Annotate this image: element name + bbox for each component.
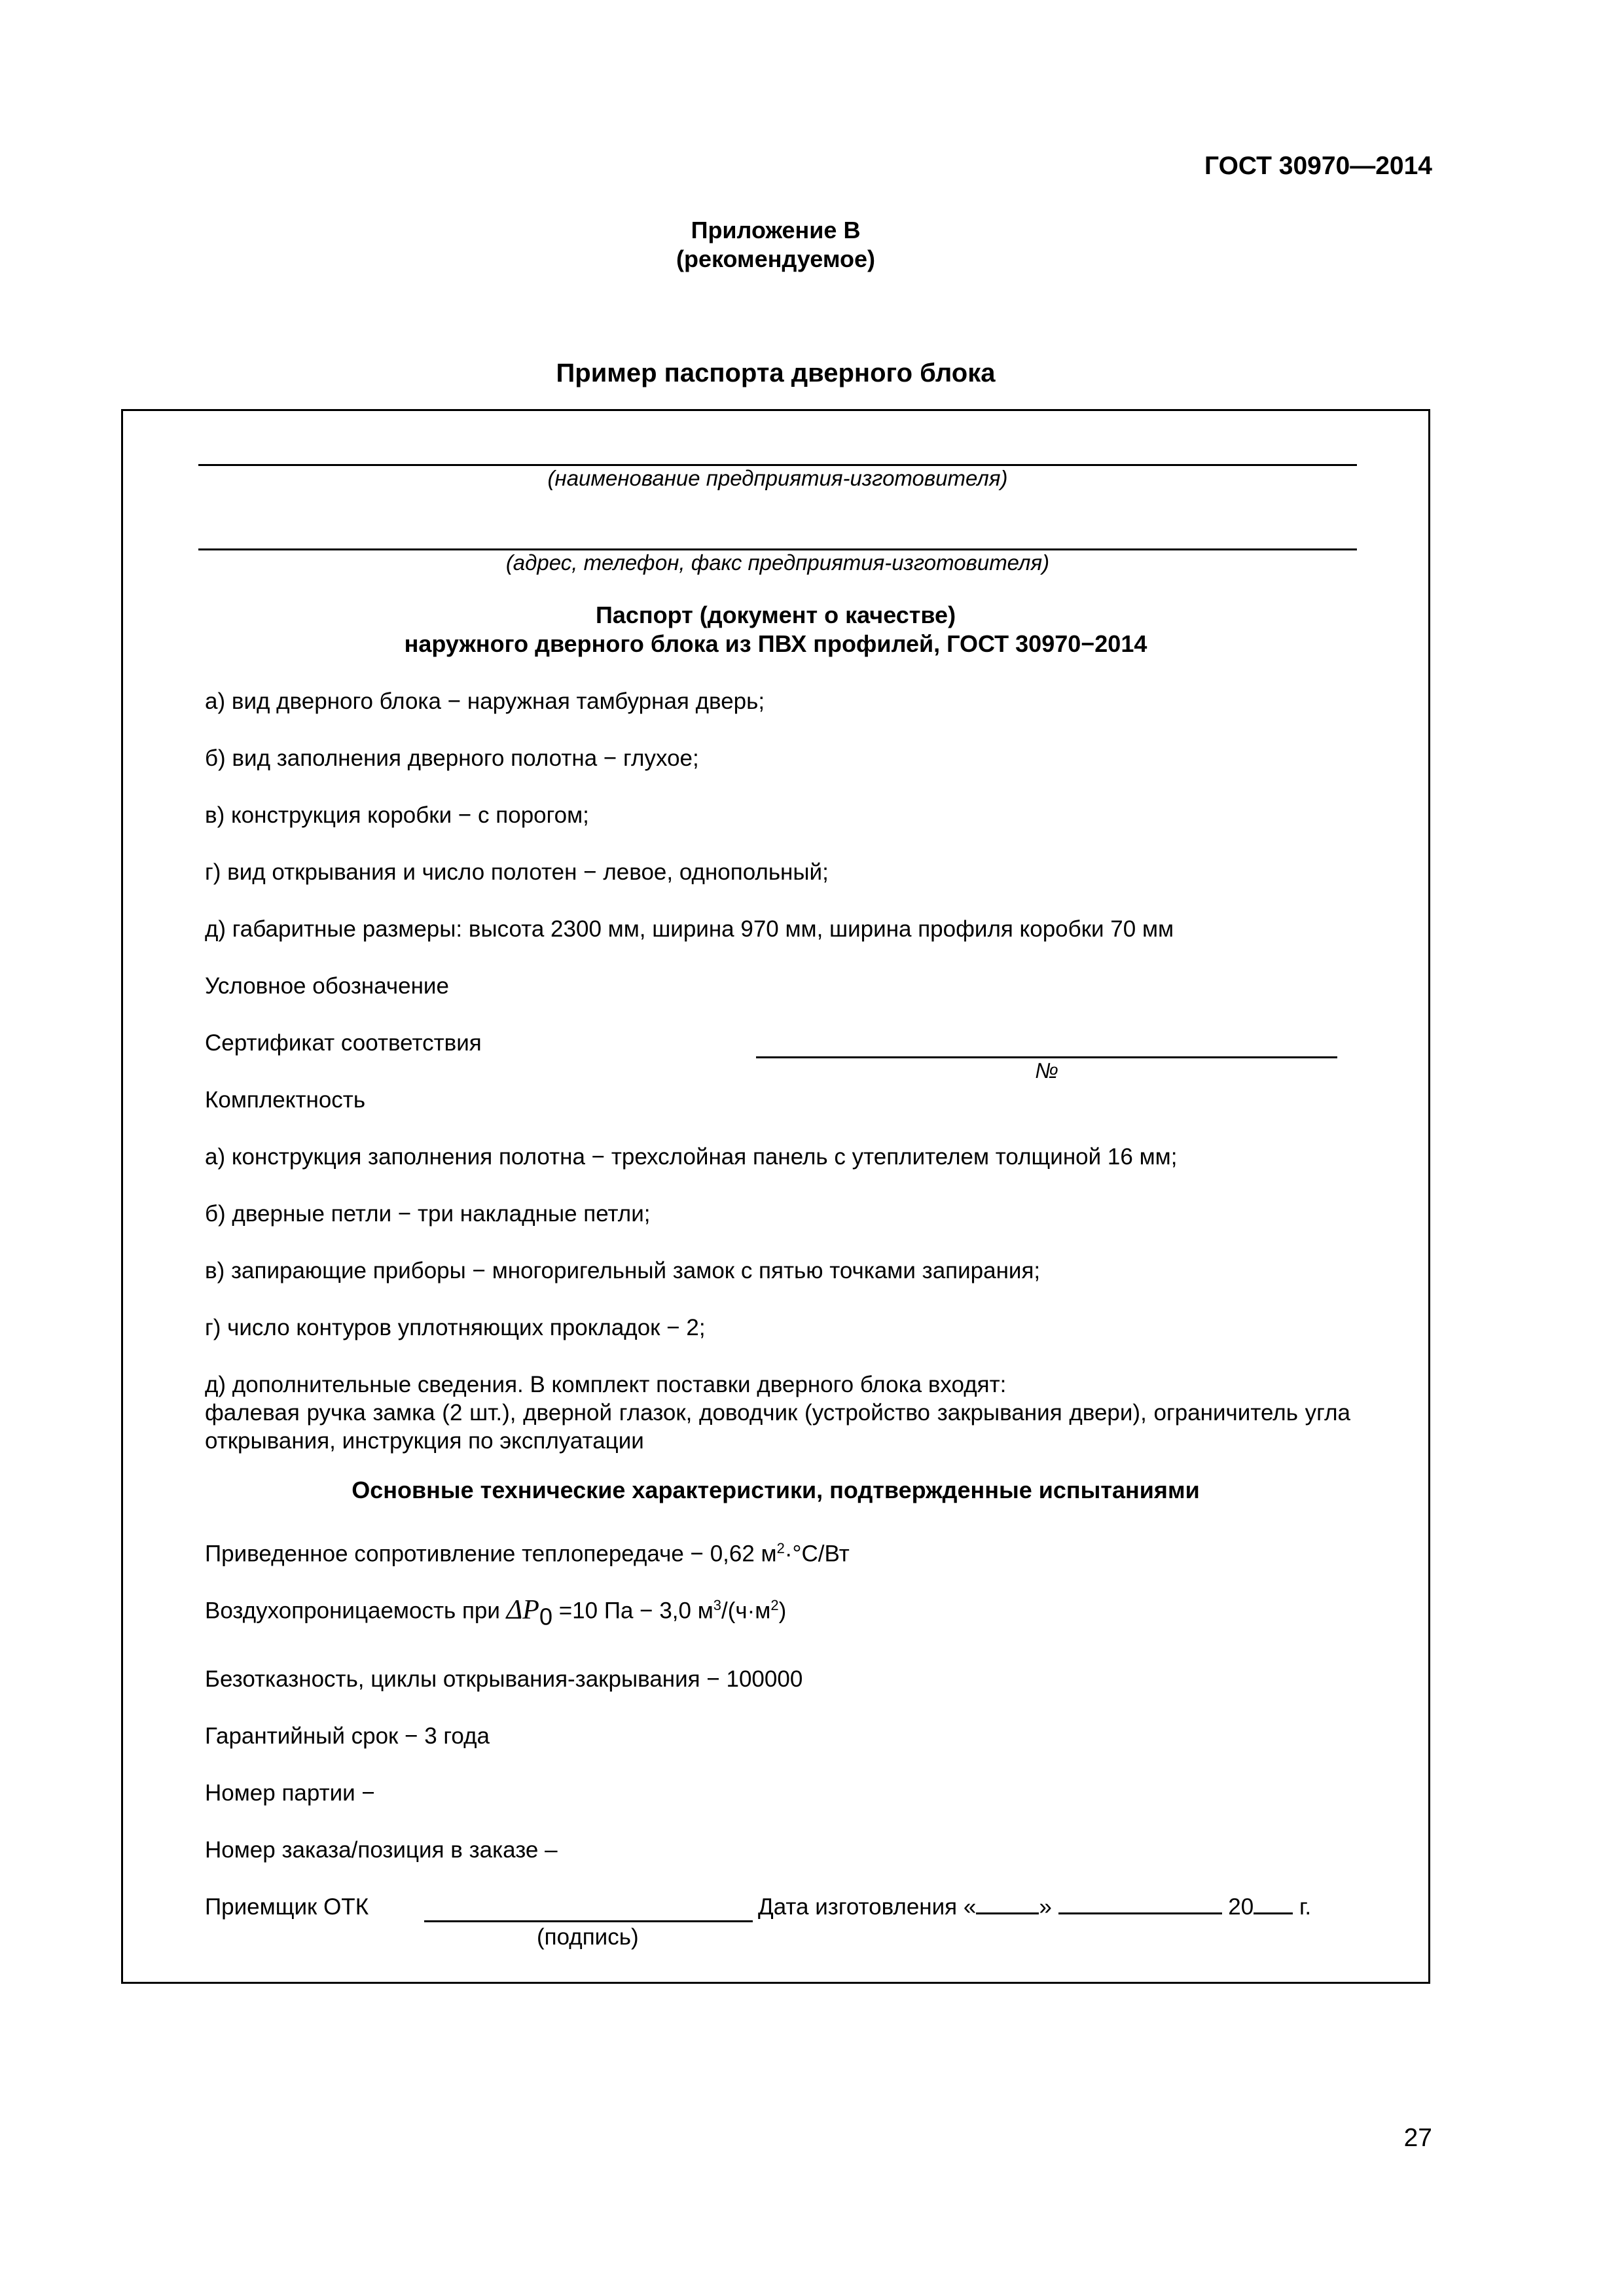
warranty: Гарантийный срок − 3 года — [205, 1723, 490, 1749]
air-permeability — [205, 1591, 786, 1631]
reliability: Безотказность, циклы открывания-закрывания − 100000 — [205, 1666, 803, 1692]
date-month-blank — [1058, 1912, 1222, 1914]
air-sup1: 3 — [713, 1597, 722, 1613]
certificate-label: Сертификат соответствия — [205, 1030, 482, 1056]
designation-label: Условное обозначение — [205, 973, 449, 999]
heat-resistance — [205, 1534, 850, 1569]
passport-title-line1: Паспорт (документ о качестве) — [595, 601, 956, 628]
delta-p-symbol: $\Delta P_0$ — [506, 1594, 552, 1630]
appendix-line2: (рекомендуемое) — [676, 245, 875, 272]
completeness-label: Комплектность — [205, 1087, 366, 1113]
item-dimensions: д) габаритные размеры: высота 2300 мм, ширина 970 мм, ширина профиля коробки 70 мм — [205, 916, 1174, 942]
signature-line — [424, 1920, 753, 1922]
air-sup2: 2 — [770, 1597, 779, 1613]
heat-sup: 2 — [776, 1540, 785, 1556]
date-close-quote: » — [1039, 1894, 1052, 1920]
item-fill-type: б) вид заполнения дверного полотна − глухое; — [205, 745, 699, 771]
passport-title-line2: наружного дверного блока из ПВХ профилей, ГОСТ 30970−2014 — [404, 630, 1147, 657]
order-number: Номер заказа/позиция в заказе – — [205, 1837, 558, 1863]
appendix-line1: Приложение В — [691, 217, 861, 243]
air-text: Воздухопроницаемость при — [205, 1598, 500, 1624]
section-title: Основные технические характеристики, подтвержденные испытаниями — [352, 1477, 1200, 1503]
complete-hinges: б) дверные петли − три накладные петли; — [205, 1201, 651, 1227]
complete-locks: в) запирающие приборы − многоригельный замок с пятью точками запирания; — [205, 1258, 1041, 1283]
page-title: Пример паспорта дверного блока — [556, 359, 996, 387]
signature-caption: (подпись) — [537, 1924, 639, 1950]
heat-text: Приведенное сопротивление теплопередаче − 0,62 м — [205, 1541, 777, 1567]
standard-number: ГОСТ 30970—2014 — [1204, 152, 1432, 180]
date-label: Дата изготовления « — [758, 1894, 977, 1920]
page-number: 27 — [1403, 2124, 1432, 2152]
complete-extra-info: д) дополнительные сведения. В комплект поставки дверного блока входят: — [205, 1372, 1007, 1397]
item-frame-construction: в) конструкция коробки − с порогом; — [205, 802, 589, 828]
air-mid: /(ч·м — [721, 1598, 771, 1624]
date-year-prefix: 20 — [1228, 1894, 1254, 1920]
batch-number: Номер партии − — [205, 1780, 375, 1806]
complete-seals: г) число контуров уплотняющих прокладок − 2; — [205, 1315, 706, 1340]
item-door-type: а) вид дверного блока − наружная тамбурная дверь; — [205, 689, 765, 714]
manufacturer-name-caption: (наименование предприятия-изготовителя) — [547, 466, 1008, 490]
appendix-heading — [0, 216, 1551, 274]
certificate-number-sign: № — [1035, 1058, 1058, 1083]
passport-title — [0, 601, 1551, 658]
date-year-suffix: г. — [1299, 1894, 1312, 1920]
heat-unit: ·°С/Вт — [784, 1541, 850, 1567]
air-end: ) — [778, 1598, 787, 1624]
date-year-blank — [1254, 1912, 1293, 1914]
manufacturer-address-caption: (адрес, телефон, факс предприятия-изготовителя) — [505, 550, 1050, 575]
date-day-blank — [976, 1912, 1039, 1914]
manufacture-date — [758, 1893, 1311, 1922]
item-opening-type: г) вид открывания и число полотен − левое, однопольный; — [205, 859, 829, 885]
complete-fill-construction: а) конструкция заполнения полотна − трехслойная панель с утеплителем толщиной 16 мм; — [205, 1144, 1178, 1170]
inspector-label: Приемщик ОТК — [205, 1894, 369, 1920]
complete-extra-text: фалевая ручка замка (2 шт.), дверной глазок, доводчик (устройство закрывания двери), ограничитель угла открывания, инструкция по эксплуатации — [205, 1400, 1350, 1454]
air-value: =10 Па − 3,0 м — [558, 1598, 713, 1624]
